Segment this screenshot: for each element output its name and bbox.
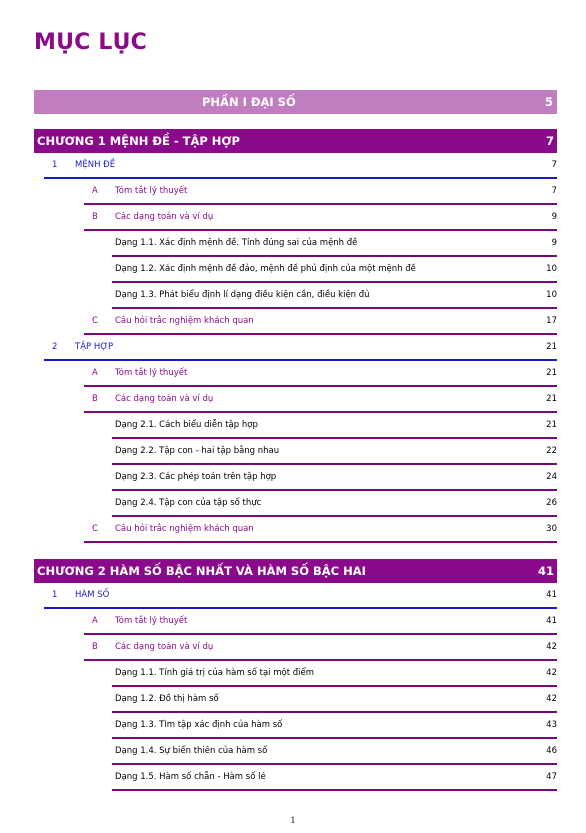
part-page: 5 (544, 95, 553, 109)
section-number: 2 (52, 342, 58, 352)
section-number: 1 (52, 160, 58, 170)
subsection-label: Câu hỏi trắc nghiệm khách quan (115, 524, 254, 534)
subsection-page: 41 (546, 616, 557, 626)
subsection-letter: C (92, 524, 98, 534)
dang-label: Dạng 1.5. Hàm số chẵn - Hàm số lé (115, 772, 266, 782)
toc-subsection[interactable] (84, 361, 557, 387)
part-header[interactable] (34, 90, 557, 114)
dang-page: 47 (546, 772, 557, 782)
dang-page: 21 (546, 420, 557, 430)
subsection-letter: B (92, 642, 98, 652)
subsection-page: 42 (546, 642, 557, 652)
chapter-label: CHƯƠNG 1 MỆNH ĐỀ - TẬP HỢP (37, 134, 240, 148)
dang-label: Dạng 1.1. Tính giá trị của hàm số tại một điểm (115, 668, 315, 678)
subsection-label: Các dạng toán và ví dụ (115, 642, 214, 652)
toc-dang[interactable] (112, 661, 557, 687)
subsection-page: 7 (551, 186, 557, 196)
toc-dang[interactable] (112, 231, 557, 257)
toc-subsection[interactable] (84, 309, 557, 335)
subsection-label: Câu hỏi trắc nghiệm khách quan (115, 316, 254, 326)
dang-label: Dạng 1.4. Sự biến thiên của hàm số (115, 746, 268, 756)
toc-dang[interactable] (112, 491, 557, 517)
dang-page: 43 (546, 720, 557, 730)
dang-page: 26 (546, 498, 557, 508)
toc-dang[interactable] (112, 687, 557, 713)
subsection-letter: C (92, 316, 98, 326)
dang-page: 10 (546, 290, 557, 300)
toc-dang[interactable] (112, 257, 557, 283)
dang-page: 9 (551, 238, 557, 248)
section-page: 21 (546, 342, 557, 352)
subsection-letter: A (92, 616, 98, 626)
chapter-label: CHƯƠNG 2 HÀM SỐ BẬC NHẤT VÀ HÀM SỐ BẬC HAI (37, 564, 366, 578)
dang-label: Dạng 2.1. Cách biểu diễn tập hợp (115, 420, 258, 430)
section-number: 1 (52, 590, 58, 600)
subsection-letter: B (92, 394, 98, 404)
subsection-page: 21 (546, 394, 557, 404)
toc-section[interactable] (44, 335, 557, 361)
subsection-letter: A (92, 186, 98, 196)
subsection-page: 9 (551, 212, 557, 222)
section-label: HÀM SỐ (75, 590, 110, 600)
subsection-label: Các dạng toán và ví dụ (115, 394, 214, 404)
dang-page: 24 (546, 472, 557, 482)
chapter-header[interactable] (34, 559, 557, 583)
section-page: 41 (546, 590, 557, 600)
subsection-label: Tóm tắt lý thuyết (115, 186, 188, 196)
toc-subsection[interactable] (84, 387, 557, 413)
subsection-label: Tóm tắt lý thuyết (115, 616, 188, 626)
subsection-page: 21 (546, 368, 557, 378)
toc-dang[interactable] (112, 713, 557, 739)
subsection-letter: A (92, 368, 98, 378)
toc-dang[interactable] (112, 283, 557, 309)
part-label: PHẦN I ĐẠI SỐ (202, 95, 296, 109)
toc-subsection[interactable] (84, 517, 557, 543)
page-number: 1 (290, 816, 296, 825)
toc-section[interactable] (44, 583, 557, 609)
dang-label: Dạng 2.3. Các phép toán trên tập hợp (115, 472, 277, 482)
dang-label: Dạng 1.3. Tìm tập xác định của hàm số (115, 720, 283, 730)
dang-label: Dạng 1.1. Xác định mệnh đề. Tính đúng sai của mệnh đề (115, 238, 358, 248)
toc-subsection[interactable] (84, 205, 557, 231)
toc-title: MỤC LỤC (34, 30, 147, 55)
section-label: TẬP HỢP (75, 342, 114, 352)
toc-subsection[interactable] (84, 609, 557, 635)
toc-dang[interactable] (112, 439, 557, 465)
subsection-letter: B (92, 212, 98, 222)
subsection-page: 30 (546, 524, 557, 534)
dang-label: Dạng 2.4. Tập con của tập số thực (115, 498, 262, 508)
toc-dang[interactable] (112, 413, 557, 439)
toc-subsection[interactable] (84, 179, 557, 205)
chapter-header[interactable] (34, 129, 557, 153)
toc-section[interactable] (44, 153, 557, 179)
chapter-page: 7 (545, 134, 554, 148)
dang-label: Dạng 1.3. Phát biểu định lí dạng điều kiện cần, điều kiện đủ (115, 290, 370, 300)
toc-dang[interactable] (112, 465, 557, 491)
dang-label: Dạng 2.2. Tập con - hai tập bằng nhau (115, 446, 280, 456)
subsection-page: 17 (546, 316, 557, 326)
dang-label: Dạng 1.2. Đồ thị hàm số (115, 694, 219, 704)
dang-page: 22 (546, 446, 557, 456)
dang-page: 46 (546, 746, 557, 756)
dang-page: 42 (546, 694, 557, 704)
dang-page: 42 (546, 668, 557, 678)
toc-subsection[interactable] (84, 635, 557, 661)
subsection-label: Các dạng toán và ví dụ (115, 212, 214, 222)
dang-label: Dạng 1.2. Xác định mệnh đề đảo, mệnh đề phủ định của một mệnh đề (115, 264, 416, 274)
chapter-page: 41 (537, 564, 554, 578)
dang-page: 10 (546, 264, 557, 274)
toc-dang[interactable] (112, 765, 557, 791)
section-label: MỆNH ĐỀ (75, 160, 116, 170)
subsection-label: Tóm tắt lý thuyết (115, 368, 188, 378)
toc-dang[interactable] (112, 739, 557, 765)
section-page: 7 (551, 160, 557, 170)
